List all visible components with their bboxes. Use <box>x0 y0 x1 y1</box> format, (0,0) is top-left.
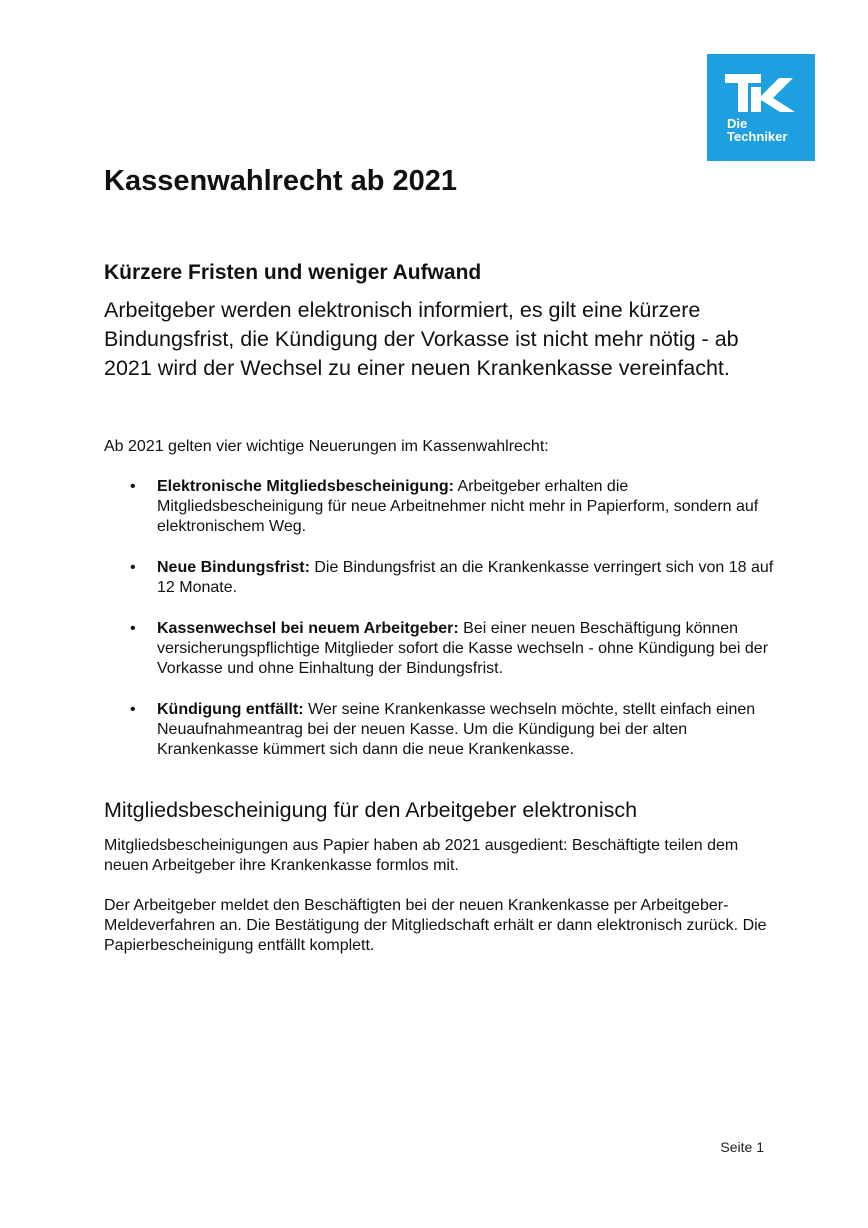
list-item <box>104 558 784 598</box>
bullet-term: Elektronische Mitgliedsbescheinigung: <box>157 478 454 495</box>
bullet-text: Arbeitgeber erhalten die Mitgliedsbescheinigung für neue Arbeitnehmer nicht mehr in Papierform, sondern auf elektronischem Weg. <box>157 478 759 535</box>
section-heading-mitgliedsbescheinigung: Mitgliedsbescheinigung für den Arbeitgeber elektronisch <box>104 798 638 822</box>
intro-paragraph: Ab 2021 gelten vier wichtige Neuerungen im Kassenwahlrecht: <box>104 438 549 455</box>
list-item <box>104 619 784 679</box>
paragraph-meldeverfahren: Der Arbeitgeber meldet den Beschäftigten bei der neuen Krankenkasse per Arbeitgeber-Meldeverfahren an. Die Bestätigung der Mitgliedschaft erhält er dann elektronisch zurück. Die Papierbescheinigung entfällt komplett. <box>104 897 767 954</box>
bullet-text: Bei einer neuen Beschäftigung können versicherungspflichtige Mitglieder sofort die Kasse wechseln - ohne Kündigung bei der Vorkasse und ohne Einhaltung der Bindungsfrist. <box>157 620 769 677</box>
bullet-term: Neue Bindungsfrist: <box>157 559 310 576</box>
lead-paragraph: Arbeitgeber werden elektronisch informiert, es gilt eine kürzere Bindungsfrist, die Kündigung der Vorkasse ist nicht mehr nötig - ab 2021 wird der Wechsel zu einer neuen Krankenkasse vereinfacht. <box>104 298 739 380</box>
list-item <box>104 700 784 760</box>
page-title: Kassenwahlrecht ab 2021 <box>104 165 458 197</box>
logo-text-die: Die <box>727 116 748 131</box>
bullet-icon: • <box>130 559 136 576</box>
bullet-icon: • <box>130 701 136 718</box>
page-number: Seite 1 <box>720 1139 764 1155</box>
bullet-term: Kassenwechsel bei neuem Arbeitgeber: <box>157 620 459 637</box>
bullet-text: Wer seine Krankenkasse wechseln möchte, stellt einfach einen Neuaufnahmeantrag bei der neuen Kasse. Um die Kündigung bei der alten Krankenkasse kümmert sich dann die neue Krankenkasse. <box>157 701 756 758</box>
bullet-text: Die Bindungsfrist an die Krankenkasse verringert sich von 18 auf 12 Monate. <box>157 559 774 596</box>
logo-text-techniker: Techniker <box>727 129 788 144</box>
section-heading-fristen: Kürzere Fristen und weniger Aufwand <box>104 261 482 284</box>
bullet-term: Kündigung entfällt: <box>157 701 304 718</box>
bullet-icon: • <box>130 620 136 637</box>
bullet-icon: • <box>130 478 136 495</box>
neuerungen-list <box>104 477 784 781</box>
list-item <box>104 477 784 537</box>
paragraph-papier: Mitgliedsbescheinigungen aus Papier haben ab 2021 ausgedient: Beschäftigte teilen dem neuen Arbeitgeber ihre Krankenkasse formlos mit. <box>104 837 739 874</box>
tk-logo-icon <box>725 74 797 112</box>
techniker-logo <box>707 54 815 161</box>
